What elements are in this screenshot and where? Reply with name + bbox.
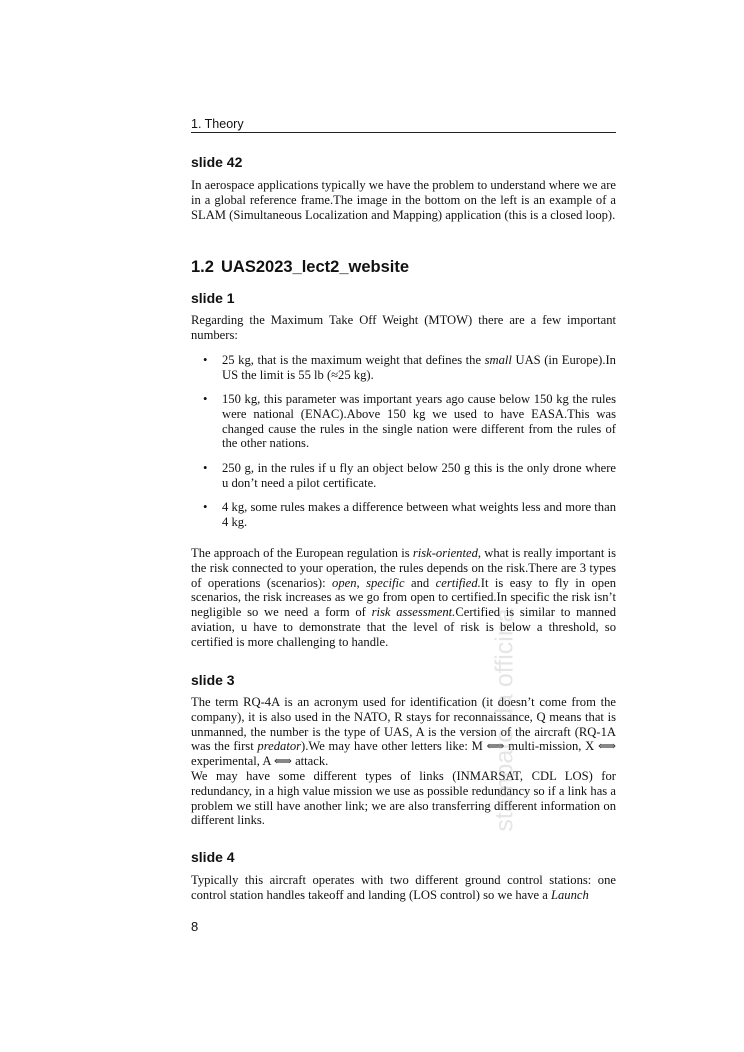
slide-1-heading: slide 1 <box>191 290 235 306</box>
text-run: It is easy to fly in open scenarios, the risk increases as we go from open to certified.In specific the risk isn’t negligible so we need a form of <box>191 575 616 620</box>
slide-42-heading: slide 42 <box>191 154 243 170</box>
emphasis-text: predator <box>257 739 302 754</box>
text-run: 25 kg, that is the maximum weight that defines the <box>222 353 485 367</box>
text-run: 250 g, in the rules if u fly an object below 250 g this is the only drone where u don’t need a pilot certificate. <box>222 460 616 490</box>
page-number: 8 <box>191 919 199 934</box>
list-item <box>191 461 616 491</box>
text-run: Certified is similar to manned aviation, u have to demonstrate that the level of risk is below a threshold, so certified is more challenging to handle. <box>191 605 616 649</box>
emphasis-text: Launch <box>551 887 589 902</box>
emphasis-text: specific <box>366 575 405 590</box>
slide-1-paragraph <box>191 546 616 650</box>
list-item <box>191 353 616 383</box>
text-run: UAS (in Europe).In US the limit is 55 lb (≈25 kg). <box>222 353 616 382</box>
text-run: We may have some different types of links (INMARSAT, CDL LOS) for redundancy, in a high value mission we use as possible redundancy so if a link has a problem we still have another link; we are also transferring different information on different links. <box>191 768 616 828</box>
emphasis-text: open <box>332 575 357 590</box>
text-run: , <box>356 575 367 590</box>
text-run: The approach of the European regulation is <box>191 546 413 560</box>
text-run: and <box>404 575 436 590</box>
slide-4-paragraph <box>191 873 616 903</box>
text-run: 150 kg, this parameter was important years ago cause below 150 kg the rules were national (ENAC).Above 150 kg we used to have EASA.This was changed cause the rules in the single nation were different from the rules of the other nations. <box>222 392 616 451</box>
watermark: stampato da officina <box>490 608 519 832</box>
emphasis-text: risk-oriented <box>412 546 478 560</box>
text-run: ).We may have other letters like: M ⟺ multi-mission, X ⟺ experimental, A ⟺ attack. <box>191 739 616 769</box>
slide-3-paragraph-1 <box>191 695 616 769</box>
text-run: 4 kg, some rules makes a difference between what weights less and more than 4 kg. <box>222 499 616 529</box>
slide-42-paragraph <box>191 178 616 222</box>
running-header: 1. Theory <box>191 117 244 131</box>
slide-3-heading: slide 3 <box>191 672 235 688</box>
slide-3-paragraph <box>191 695 616 828</box>
section-1-2-heading <box>191 258 616 277</box>
section-number: 1.2 <box>191 258 214 276</box>
text-run: The term RQ-4A is an acronym used for identification (it doesn’t come from the company), it is also used in the NATO, R stays for reconnaissance, Q means that is unmanned, the number is the type of UAS, A is the version of the aircraft (RQ-1A was the first <box>191 695 616 754</box>
list-item <box>191 392 616 451</box>
emphasis-text: certified. <box>435 575 481 590</box>
header-rule <box>191 132 616 133</box>
text-run: Typically this aircraft operates with two different ground control stations: one control station handles takeoff and landing (LOS control) so we have a <box>191 873 616 902</box>
slide-3-paragraph-2 <box>191 769 616 828</box>
text-run: Regarding the Maximum Take Off Weight (MTOW) there are a few important numbers: <box>191 313 616 342</box>
text-run: , what is really important is the risk connected to your operation, the rules depends on the risk.There are 3 types of operations (scenarios): <box>191 546 616 590</box>
section-title: UAS2023_lect2_website <box>221 258 410 276</box>
list-item <box>191 500 616 530</box>
emphasis-text: small <box>484 353 512 367</box>
mtow-bullet-list <box>191 353 616 539</box>
slide-1-intro <box>191 313 616 343</box>
emphasis-text: risk assessment. <box>371 605 456 620</box>
text-run: In aerospace applications typically we have the problem to understand where we are in a global reference frame.The image in the bottom on the left is an example of a SLAM (Simultaneous Localization and Mapping) application (this is a closed loop). <box>191 178 616 222</box>
slide-4-heading: slide 4 <box>191 849 235 865</box>
